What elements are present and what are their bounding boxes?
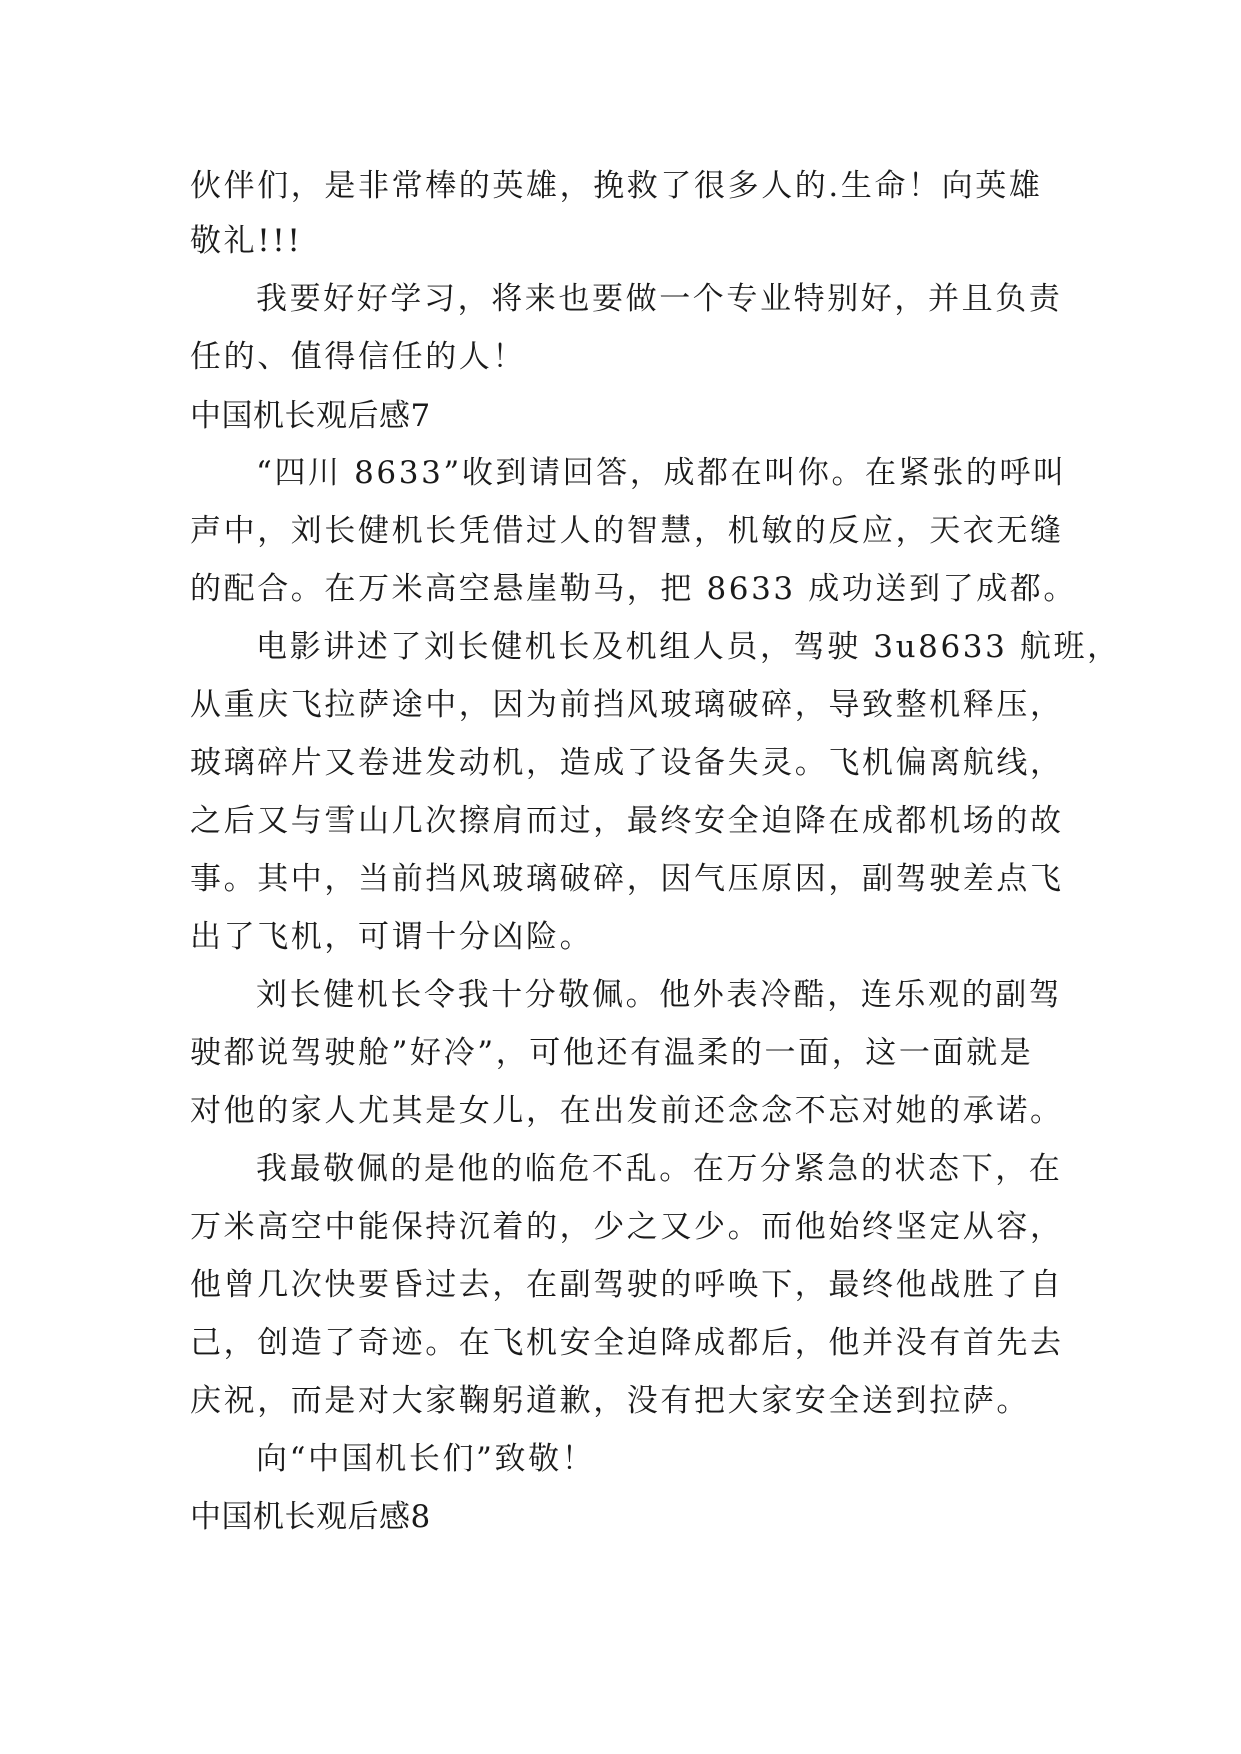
paragraph-line: 对他的家人尤其是女儿，在出发前还念念不忘对她的承诺。: [190, 1093, 1064, 1129]
paragraph-line: 向“中国机长们”致敬！: [256, 1441, 596, 1477]
paragraph-line: 的配合。在万米高空悬崖勒马，把 8633 成功送到了成都。: [190, 571, 1077, 607]
paragraph-line: 驶都说驾驶舱”好冷”，可他还有温柔的一面，这一面就是: [190, 1035, 1034, 1071]
paragraph-line: 声中，刘长健机长凭借过人的智慧，机敏的反应，天衣无缝: [190, 513, 1064, 549]
paragraph-line: 我要好好学习，将来也要做一个专业特别好，并且负责: [256, 281, 1063, 317]
paragraph-line: 刘长健机长令我十分敬佩。他外表冷酷，连乐观的副驾: [256, 977, 1063, 1013]
paragraph-line: 出了飞机，可谓十分凶险。: [190, 919, 594, 955]
paragraph-line: 万米高空中能保持沉着的，少之又少。而他始终坚定从容，: [190, 1209, 1064, 1245]
paragraph-line: 之后又与雪山几次擦肩而过，最终安全迫降在成都机场的故: [190, 803, 1064, 839]
paragraph-line: 伙伴们，是非常棒的英雄，挽救了很多人的.生命！向英雄: [190, 168, 1043, 204]
section-heading: 中国机长观后感7: [190, 398, 431, 434]
paragraph-line: 从重庆飞拉萨途中，因为前挡风玻璃破碎，导致整机释压，: [190, 687, 1064, 723]
paragraph-line: 庆祝，而是对大家鞠躬道歉，没有把大家安全送到拉萨。: [190, 1383, 1030, 1419]
paragraph-line: 己，创造了奇迹。在飞机安全迫降成都后，他并没有首先去: [190, 1325, 1064, 1361]
section-heading: 中国机长观后感8: [190, 1499, 431, 1535]
paragraph-line: 敬礼!!!: [190, 223, 303, 259]
paragraph-line: 我最敬佩的是他的临危不乱。在万分紧急的状态下，在: [256, 1151, 1063, 1187]
paragraph-line: 玻璃碎片又卷进发动机，造成了设备失灵。飞机偏离航线，: [190, 745, 1064, 781]
paragraph-line: 电影讲述了刘长健机长及机组人员，驾驶 3u8633 航班，: [256, 629, 1121, 665]
paragraph-line: “四川 8633”收到请回答，成都在叫你。在紧张的呼叫: [256, 455, 1067, 491]
paragraph-line: 事。其中，当前挡风玻璃破碎，因气压原因，副驾驶差点飞: [190, 861, 1064, 897]
paragraph-line: 任的、值得信任的人！: [190, 339, 526, 375]
paragraph-line: 他曾几次快要昏过去，在副驾驶的呼唤下，最终他战胜了自: [190, 1267, 1064, 1303]
